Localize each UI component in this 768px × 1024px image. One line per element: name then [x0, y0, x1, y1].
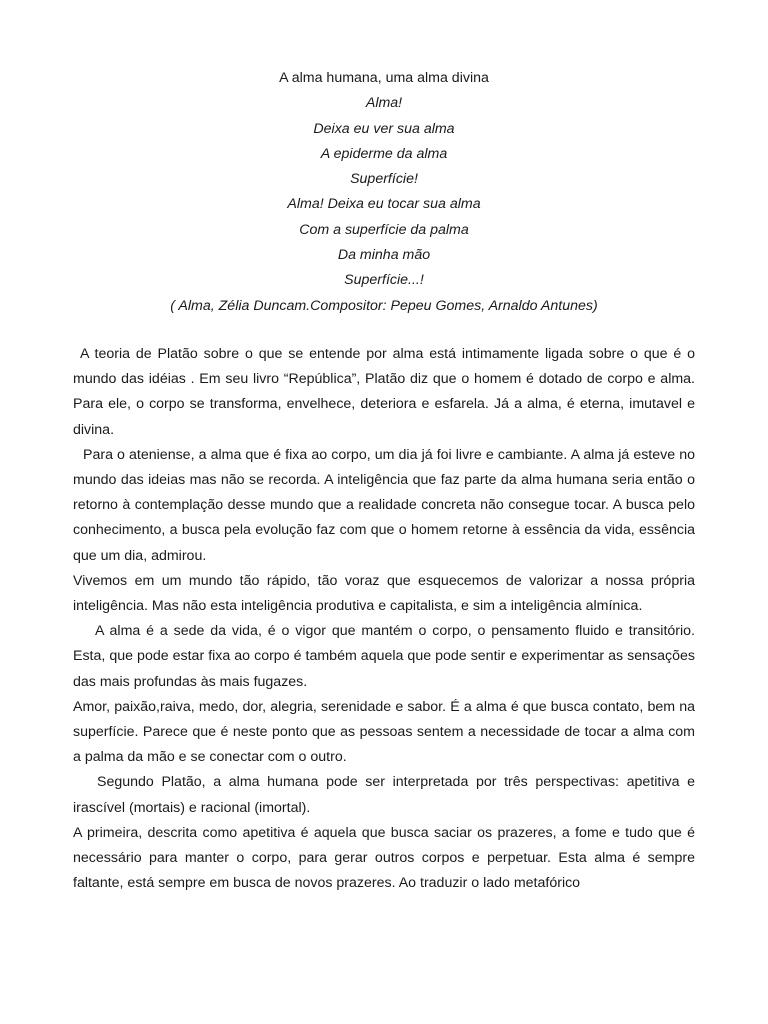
- poem-verse: Deixa eu ver sua alma: [313, 120, 455, 137]
- poem-verse: A epiderme da alma: [320, 145, 448, 162]
- poem-verse: Com a superfície da palma: [299, 221, 469, 238]
- paragraph: A alma é a sede da vida, é o vigor que mantém o corpo, o pensamento fluido e transitório. Esta, que pode estar fixa ao corpo é também aquela que pode sentir e experimentar as sensações das mais profundas às mais fugazes.: [73, 623, 695, 690]
- paragraph: A teoria de Platão sobre o que se entende por alma está intimamente ligada sobre o que é o mundo das idéias . Em seu livro “República”, Platão diz que o homem é dotado de corpo e alma. Para ele, o corpo se transforma, envelhece, deteriora e esfarela. Já a alma, é eterna, imutavel e divina.: [73, 346, 695, 438]
- poem-verse: Superfície!: [350, 171, 418, 188]
- paragraph: Para o ateniense, a alma que é fixa ao corpo, um dia já foi livre e cambiante. A alma já esteve no mundo das ideias mas não se recorda. A inteligência que faz parte da alma humana seria então o retorno à contemplação desse mundo que a realidade concreta não consegue tocar. A busca pelo conhecimento, a busca pela evolução faz com que o homem retorne à essência da vida, essência que um dia, admirou.: [73, 446, 695, 564]
- poem-verse: Alma!: [365, 95, 403, 112]
- essay-body: [73, 342, 695, 896]
- poem-epigraph: [0, 66, 768, 319]
- paragraph: Segundo Platão, a alma humana pode ser interpretada por três perspectivas: apetitiva e irascível (mortais) e racional (imortal).: [73, 774, 695, 816]
- poem-verse: Da minha mão: [337, 247, 431, 264]
- poem-credit: ( Alma, Zélia Duncam.Compositor: Pepeu Gomes, Arnaldo Antunes): [170, 297, 598, 314]
- poem-verse: Alma! Deixa eu tocar sua alma: [287, 196, 481, 213]
- poem-title: A alma humana, uma alma divina: [279, 70, 489, 86]
- paragraph: Vivemos em um mundo tão rápido, tão voraz que esquecemos de valorizar a nossa própria inteligência. Mas não esta inteligência produtiva e capitalista, e sim a inteligência almínica.: [73, 572, 695, 615]
- poem-verse: Superfície...!: [344, 272, 424, 289]
- paragraph: Amor, paixão,raiva, medo, dor, alegria, serenidade e sabor. É a alma é que busca contato, bem na superfície. Parece que é neste ponto que as pessoas sentem a necessidade de tocar a alma com a palma da mão e se conectar com o outro.: [73, 698, 695, 766]
- paragraph: A primeira, descrita como apetitiva é aquela que busca saciar os prazeres, a fome e tudo que é necessário para manter o corpo, para gerar outros corpos e perpetuar. Esta alma é sempre faltante, está sempre em busca de novos prazeres. Ao traduzir o lado metafórico: [73, 824, 695, 892]
